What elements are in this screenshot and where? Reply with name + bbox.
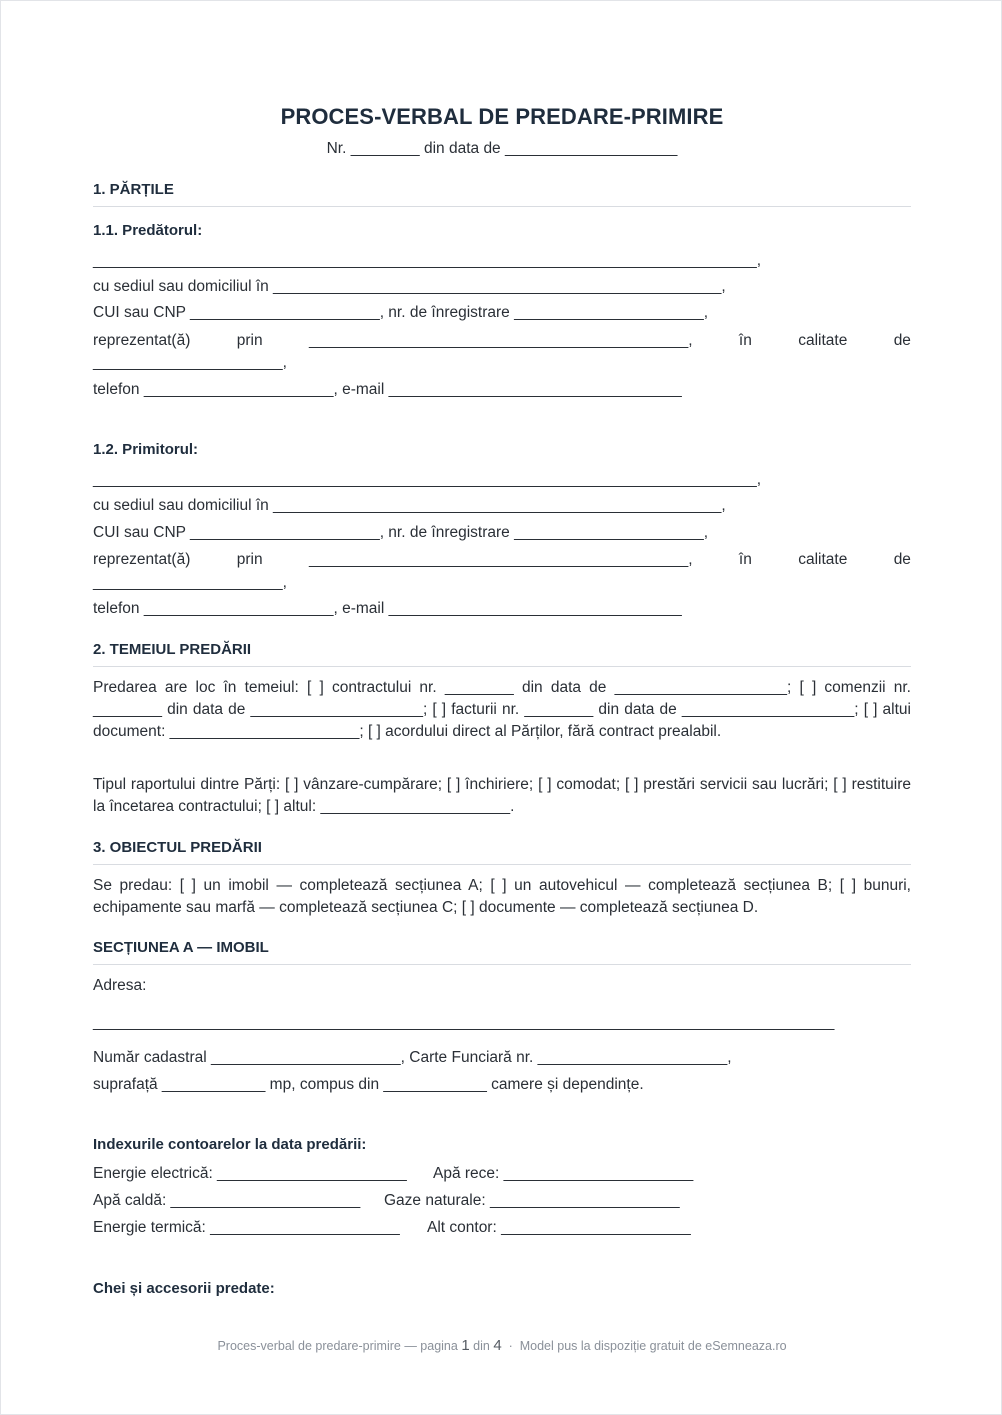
predator-role-field[interactable]: ______________________,	[93, 354, 287, 371]
chei-label: Chei și accesorii predate:	[93, 1280, 275, 1297]
repr-word: prin	[236, 332, 263, 349]
repr-word: în	[738, 551, 752, 568]
footer-title: Proces-verbal de predare-primire — pagina	[217, 1339, 458, 1353]
section-heading-obiect: 3. OBIECTUL PREDĂRII	[93, 839, 262, 856]
raport-paragraph[interactable]: Tipul raportului dintre Părți: [ ] vânzare-cumpărare; [ ] închiriere; [ ] comodat; [ ] prestări servicii sau lucrări; [ ] restituire la încetarea contractului; [ ] altul: ______________________.	[93, 776, 911, 815]
predator-representative-field[interactable]	[93, 331, 911, 351]
repr-word: de	[893, 332, 911, 349]
footer-separator: ·	[508, 1339, 513, 1353]
document-number-date: Nr. ________ din data de ____________________	[326, 140, 678, 157]
section-divider	[93, 206, 911, 207]
temei-paragraph[interactable]: Predarea are loc în temeiul: [ ] contractului nr. ________ din data de ____________________; [ ] comenzii nr. ________ din data de ____________________; [ ] facturii nr. ________ din data de ____________________; [ ] altui document: ______________________; [ ] acordului direct al Părților, fără contract prealabil.	[93, 679, 911, 740]
section-divider	[93, 864, 911, 865]
primitor-cui-field[interactable]: CUI sau CNP ______________________, nr. de înregistrare ______________________,	[93, 524, 709, 541]
predator-name-field[interactable]: _____________________________________________________________________________,	[93, 252, 762, 269]
predator-cui-field[interactable]: CUI sau CNP ______________________, nr. de înregistrare ______________________,	[93, 304, 709, 321]
meter-alt-contor[interactable]: Alt contor: ______________________	[427, 1219, 691, 1236]
primitor-contact-field[interactable]: telefon ______________________, e-mail __________________________________	[93, 600, 682, 617]
repr-word: prin	[236, 551, 263, 568]
repr-blank[interactable]: ____________________________________________,	[308, 332, 693, 349]
document-title: PROCES-VERBAL DE PREDARE-PRIMIRE	[280, 104, 724, 129]
suprafata-field[interactable]: suprafață ____________ mp, compus din ____________ camere și dependințe.	[93, 1076, 644, 1093]
predator-contact-field[interactable]: telefon ______________________, e-mail __________________________________	[93, 381, 682, 398]
primitor-representative-field[interactable]	[93, 550, 911, 570]
cadastral-field[interactable]: Număr cadastral ______________________, Carte Funciară nr. ______________________,	[93, 1049, 732, 1066]
section-heading-parti: 1. PĂRȚILE	[93, 181, 174, 198]
section-divider	[93, 666, 911, 667]
predator-label: 1.1. Predătorul:	[93, 222, 203, 239]
repr-word: calitate	[798, 332, 848, 349]
indexuri-label: Indexurile contoarelor la data predării:	[93, 1136, 367, 1153]
repr-blank[interactable]: ____________________________________________,	[308, 551, 693, 568]
adresa-label: Adresa:	[93, 977, 147, 994]
meter-energie-termica[interactable]: Energie termică: ______________________	[93, 1219, 400, 1236]
footer-total-pages: 4	[493, 1337, 502, 1354]
repr-word: reprezentat(ă)	[93, 332, 191, 349]
obiect-paragraph[interactable]: Se predau: [ ] un imobil — completează secțiunea A; [ ] un autovehicul — completează secțiunea B; [ ] bunuri, echipamente sau marfă — completează secțiunea C; [ ] documente — completează secțiunea D.	[93, 877, 911, 916]
meter-apa-rece[interactable]: Apă rece: ______________________	[433, 1165, 694, 1182]
footer-credit: Model pus la dispoziție gratuit de eSemneaza.ro	[519, 1339, 787, 1353]
meter-energie-electrica[interactable]: Energie electrică: ______________________	[93, 1165, 407, 1182]
repr-word: în	[738, 332, 752, 349]
section-heading-imobil: SECȚIUNEA A — IMOBIL	[93, 939, 269, 956]
repr-word: calitate	[798, 551, 848, 568]
primitor-sediu-field[interactable]: cu sediul sau domiciliul în ____________________________________________________,	[93, 497, 726, 514]
repr-word: reprezentat(ă)	[93, 551, 191, 568]
adresa-field[interactable]: ______________________________________________________________________________________	[93, 1014, 835, 1031]
section-divider	[93, 964, 911, 965]
repr-word: de	[893, 551, 911, 568]
meter-gaze-naturale[interactable]: Gaze naturale: ______________________	[384, 1192, 680, 1209]
page-footer	[1, 1337, 1002, 1354]
primitor-label: 1.2. Primitorul:	[93, 441, 199, 458]
primitor-role-field[interactable]: ______________________,	[93, 574, 287, 591]
predator-sediu-field[interactable]: cu sediul sau domiciliul în ____________________________________________________,	[93, 278, 726, 295]
section-heading-temei: 2. TEMEIUL PREDĂRII	[93, 641, 252, 658]
footer-din: din	[473, 1339, 490, 1353]
footer-page-number: 1	[461, 1337, 470, 1354]
meter-apa-calda[interactable]: Apă caldă: ______________________	[93, 1192, 361, 1209]
primitor-name-field[interactable]: _____________________________________________________________________________,	[93, 471, 762, 488]
